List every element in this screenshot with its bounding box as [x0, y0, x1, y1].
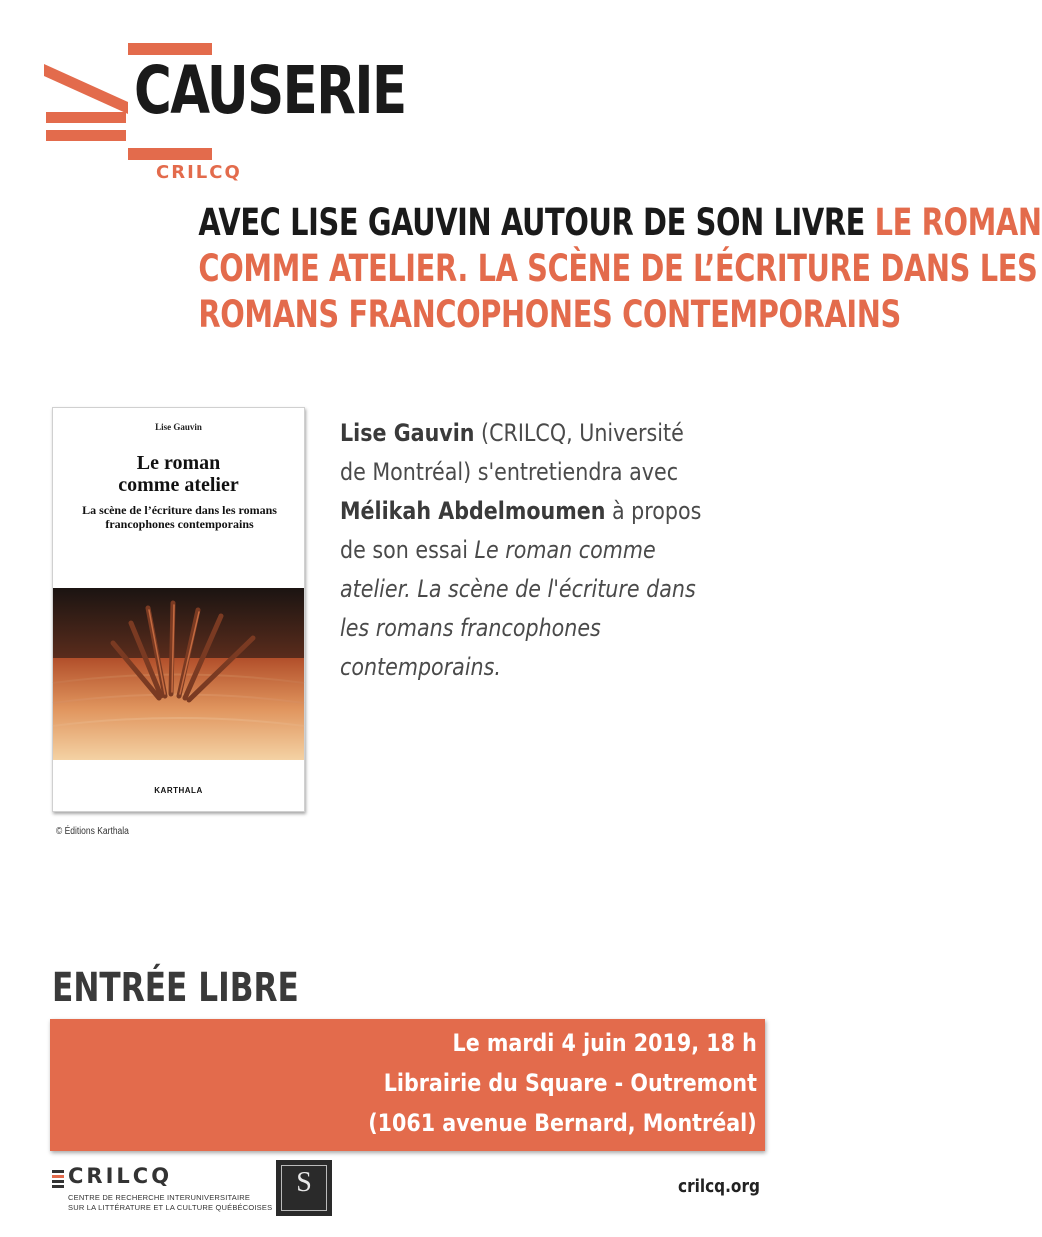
- logo-word: CAUSERIE: [134, 52, 406, 129]
- headline-dark-text: AVEC LISE GAUVIN AUTOUR DE SON LIVRE: [198, 201, 875, 244]
- cover-title-line-2: comme atelier: [118, 474, 239, 496]
- headline-line-3: ROMANS FRANCOPHONES CONTEMPORAINS: [198, 293, 901, 336]
- causerie-logo: [44, 40, 404, 190]
- headline: [40, 200, 1042, 338]
- headline-accent-text: LE ROMAN: [874, 201, 1042, 244]
- headline-line-2: COMME ATELIER. LA SCÈNE DE L’ÉCRITURE DANS LES: [198, 247, 1038, 290]
- cover-title-line-1: Le roman: [136, 452, 221, 474]
- website-link[interactable]: crilcq.org: [678, 1176, 760, 1197]
- book-title: Le roman comme atelier. La scène de l'écriture dans les romans francophones contemporains.: [340, 536, 696, 681]
- cover-title: [53, 452, 304, 496]
- event-details-box: [50, 1019, 765, 1151]
- cover-subtitle-line-1: La scène de l’écriture dans les romans: [82, 503, 277, 517]
- book-cover: [52, 407, 305, 812]
- event-venue: Librairie du Square - Outremont: [383, 1069, 757, 1097]
- square-logo-letter: S: [296, 1167, 312, 1198]
- logo-bar-bottom: [128, 148, 212, 160]
- crilcq-footer-logo: [52, 1165, 292, 1215]
- speaker-name: Lise Gauvin: [340, 419, 475, 447]
- cover-publisher: KARTHALA: [154, 786, 203, 795]
- crilcq-desc-line-1: CENTRE DE RECHERCHE INTERUNIVERSITAIRE: [68, 1193, 251, 1202]
- crilcq-name: CRILCQ: [68, 1164, 173, 1188]
- cover-subtitle: [63, 503, 296, 531]
- logo-sub: CRILCQ: [156, 162, 242, 183]
- image-credit: © Éditions Karthala: [56, 826, 129, 837]
- event-address: (1061 avenue Bernard, Montréal): [368, 1109, 757, 1137]
- crilcq-desc-line-2: SUR LA LITTÉRATURE ET LA CULTURE QUÉBÉCOISES: [68, 1203, 273, 1212]
- librairie-du-square-logo: [276, 1160, 332, 1216]
- admission-label: ENTRÉE LIBRE: [52, 965, 299, 1011]
- logo-stripes-icon: [44, 58, 128, 144]
- description-connector: à propos de son essai: [340, 497, 702, 564]
- speaker-affiliation: (CRILCQ, Université de Montréal) s'entretiendra avec: [340, 419, 684, 486]
- cover-artwork: [53, 588, 304, 760]
- headline-line-1: [198, 200, 1042, 246]
- interviewer-name: Mélikah Abdelmoumen: [340, 497, 606, 525]
- crilcq-mark-icon: [52, 1170, 64, 1188]
- event-description: [340, 414, 710, 687]
- event-date: Le mardi 4 juin 2019, 18 h: [452, 1029, 757, 1057]
- cover-subtitle-line-2: francophones contemporains: [105, 517, 254, 531]
- cover-author: Lise Gauvin: [155, 422, 202, 432]
